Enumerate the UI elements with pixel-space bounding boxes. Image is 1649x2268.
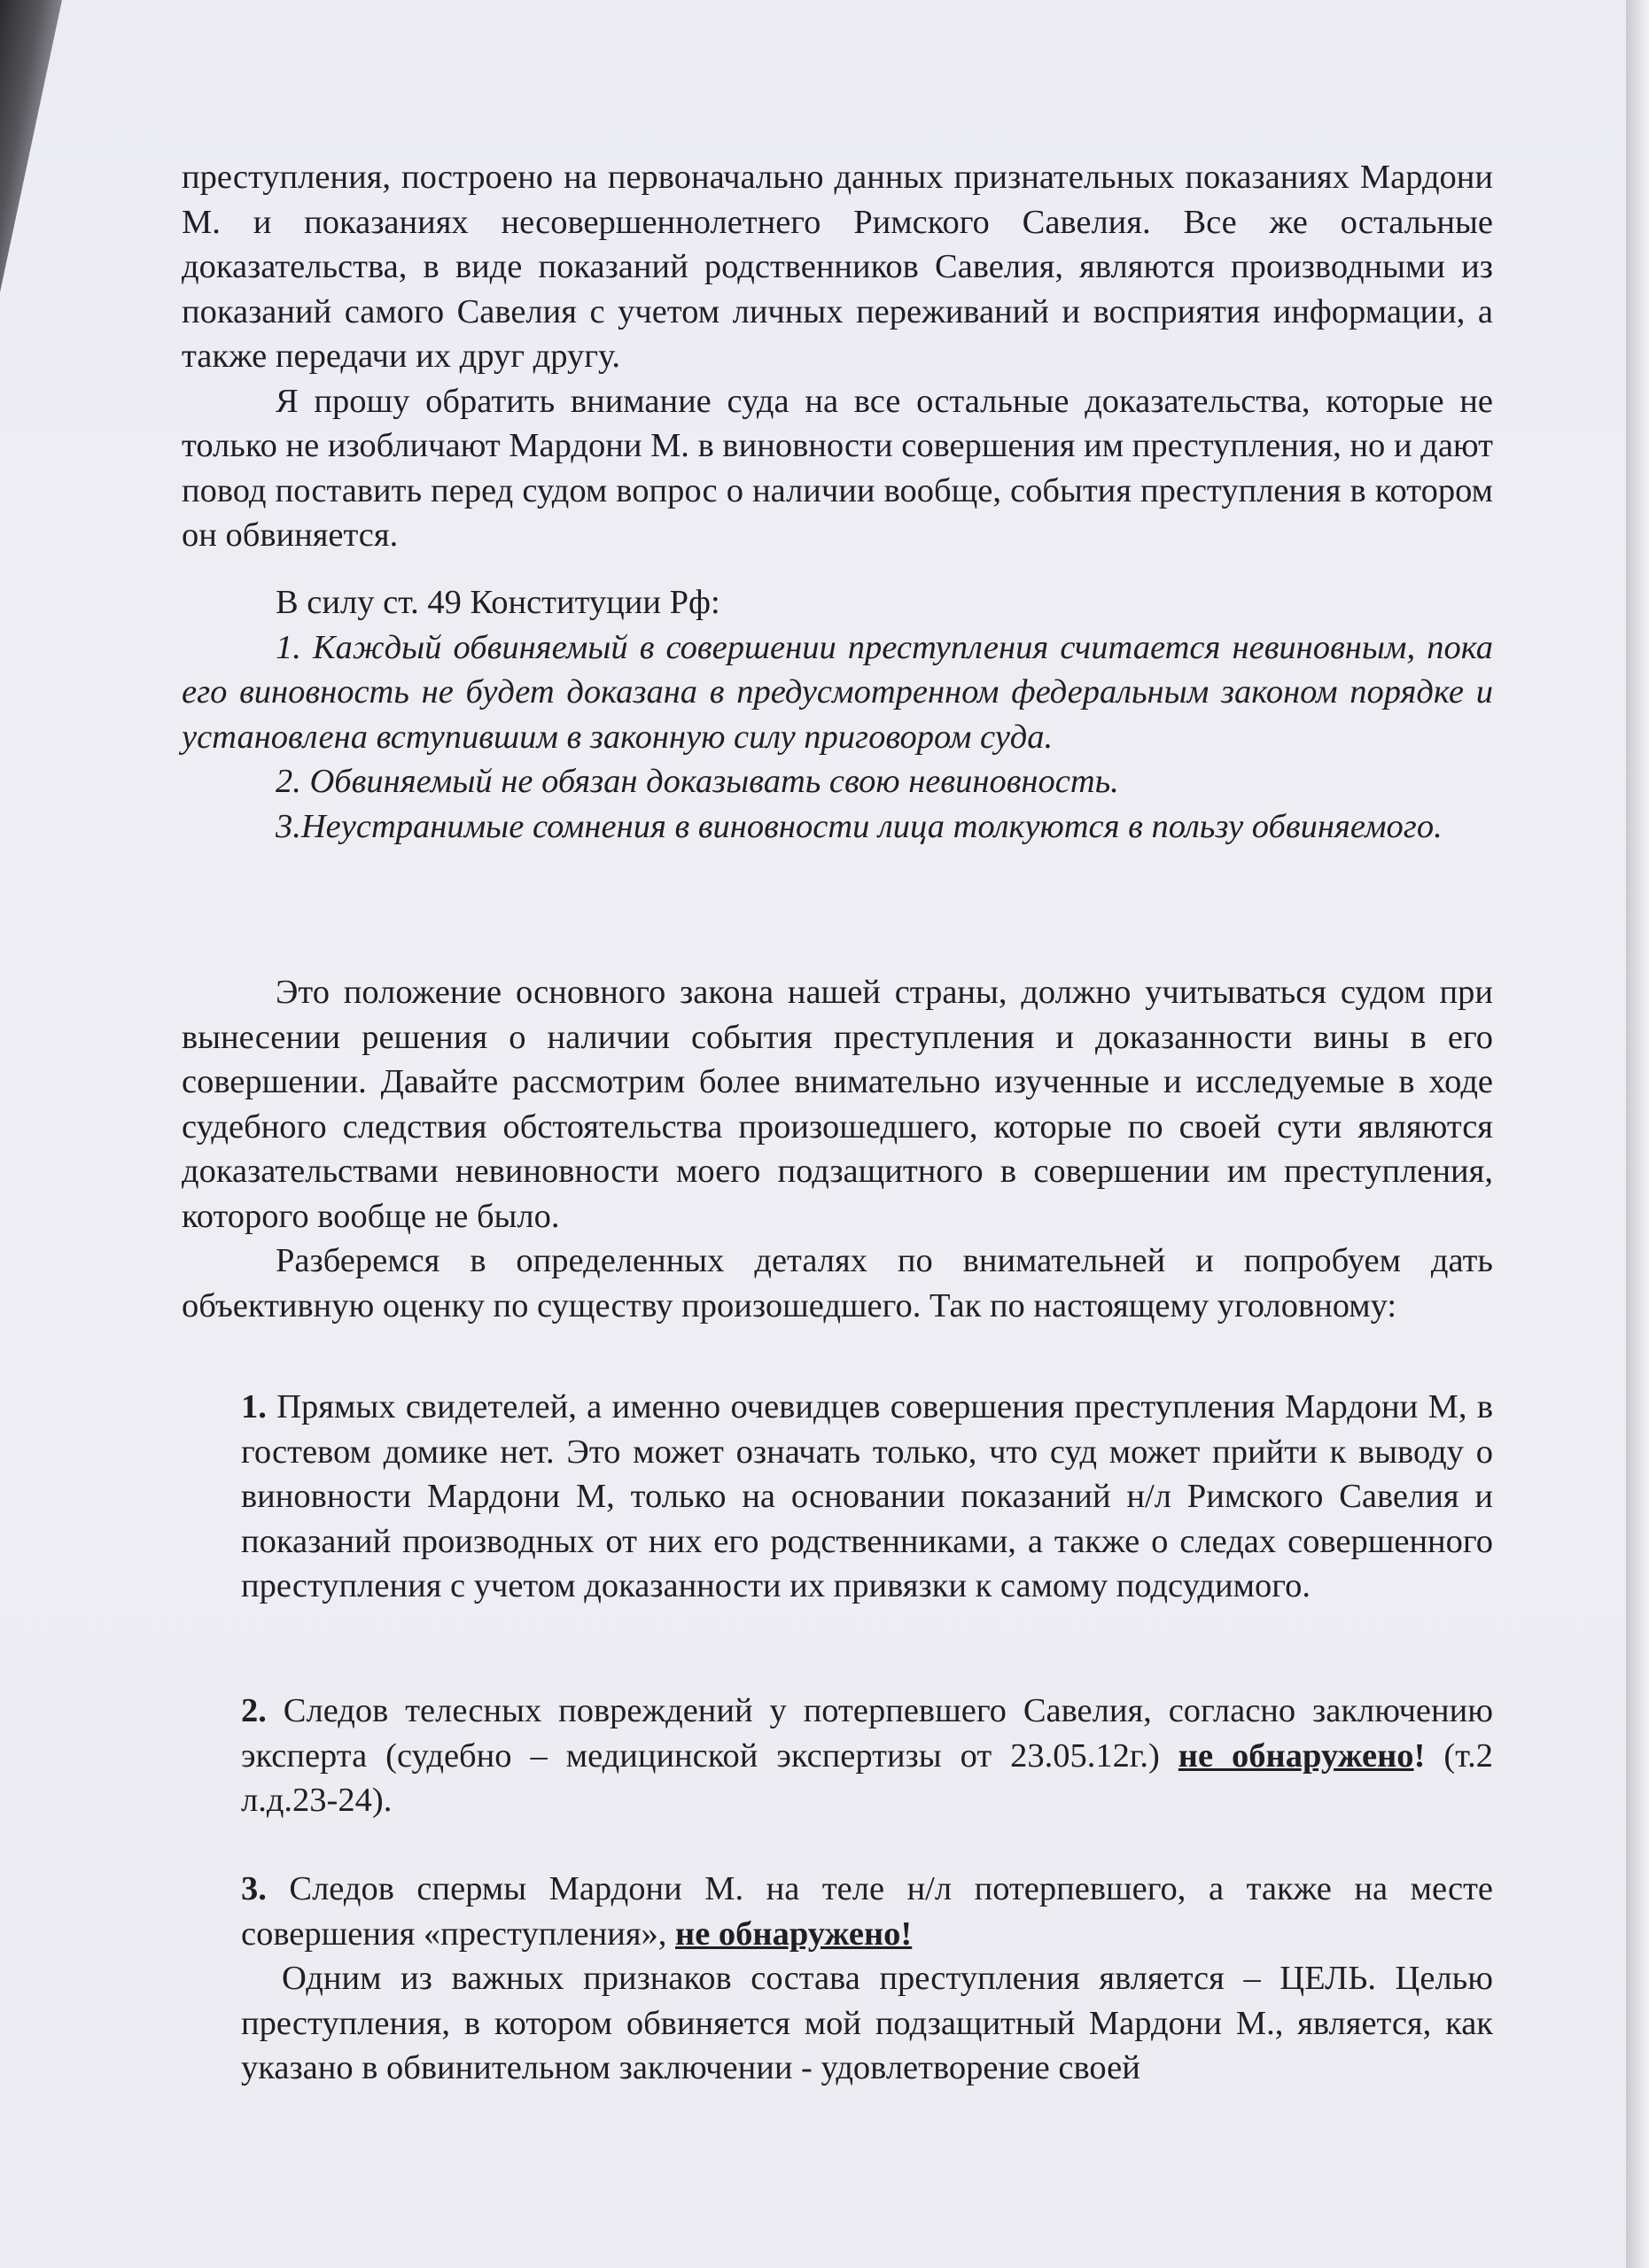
- list-item-3: [241, 1867, 1493, 2091]
- body-text-top: [182, 155, 1493, 558]
- list-text-2: Следов телесных повреждений у потерпевшего Савелия, согласно заключению эксперта (судебно – медицинской экспертизы от 23.05.12г.): [241, 1692, 1493, 1775]
- paragraph-request-attention: Я прошу обратить внимание суда на все остальные доказательства, которые не только не изобличают Мардони М. в виновности совершения им преступления, но и дают повод поставить перед судом вопрос о наличии вообще, события преступления в котором он обвиняется.: [182, 382, 1493, 554]
- list-text-1: Прямых свидетелей, а именно очевидцев совершения преступления Мардони М, в гостевом домике нет. Это может означать только, что суд может прийти к выводу о виновности Мардони М, только на основании показаний н/л Римского Савелия и показаний производных от них его родственниками, а также о следах совершенного преступления с учетом доказанности их привязки к самому подсудимого.: [241, 1388, 1493, 1604]
- body-text-middle: [182, 970, 1493, 1328]
- scan-right-edge: [1626, 0, 1649, 2268]
- list-item-1: [241, 1385, 1493, 1609]
- case-file-reference: (т.2 л.д.23-24).: [241, 1736, 1493, 1819]
- constitution-clause-3: 3.Неустранимые сомнения в виновности лица толкуются в пользу обвиняемого.: [276, 807, 1443, 845]
- paragraph-constitution-ref: В силу ст. 49 Конституции Рф:: [276, 584, 720, 621]
- paragraph-evidence-basis: преступления, построено на первоначально данных признательных показаниях Мардони М. и показаниях несовершеннолетнего Римского Савелия. Все же остальные доказательства, в виде показаний родственников Савелия, являются производными из показаний самого Савелия с учетом личных переживаний и восприятия информации, а также передачи их друг другу.: [182, 159, 1493, 375]
- list-item-2: [241, 1689, 1493, 1823]
- paragraph-principle: Это положение основного закона нашей страны, должно учитываться судом при вынесении решения о наличии события преступления и доказанности вины в его совершении. Давайте рассмотрим более внимательно изученные и исследуемые в ходе судебного следствия обстоятельства произошедшего, которые по своей сути являются доказательствами невиновности моего подзащитного в совершении им преступления, которого вообще не было.: [182, 974, 1493, 1235]
- list-number-3: 3.: [241, 1870, 267, 1907]
- scan-shadow-corner: [0, 0, 62, 292]
- list-text-3: Следов спермы Мардони М. на теле н/л потерпевшего, а также на месте совершения «преступления»,: [241, 1870, 1493, 1953]
- constitution-clause-2: 2. Обвиняемый не обязан доказывать свою невиновность.: [276, 763, 1119, 800]
- emphasis-not-found-2: не обнаружено: [1178, 1736, 1414, 1775]
- emphasis-not-found-3: не обнаружено!: [675, 1915, 913, 1953]
- paragraph-details: Разберемся в определенных деталях по внимательней и попробуем дать объективную оценку по существу произошедшего. Так по настоящему уголовному:: [182, 1242, 1493, 1324]
- paragraph-purpose: Одним из важных признаков состава преступления является – ЦЕЛЬ. Целью преступления, в котором обвиняется мой подзащитный Мардони М., является, как указано в обвинительном заключении - удовлетворение своей: [241, 1960, 1493, 2086]
- list-number-1: 1.: [241, 1388, 267, 1425]
- exclamation-mark-2: !: [1413, 1736, 1426, 1775]
- constitution-clause-1: 1. Каждый обвиняемый в совершении преступления считается невиновным, пока его виновность не будет доказана в предусмотренном федеральным законом порядке и установлена вступившим в законную силу приговором суда.: [182, 628, 1493, 756]
- list-number-2: 2.: [241, 1692, 267, 1729]
- constitution-block: [182, 580, 1493, 849]
